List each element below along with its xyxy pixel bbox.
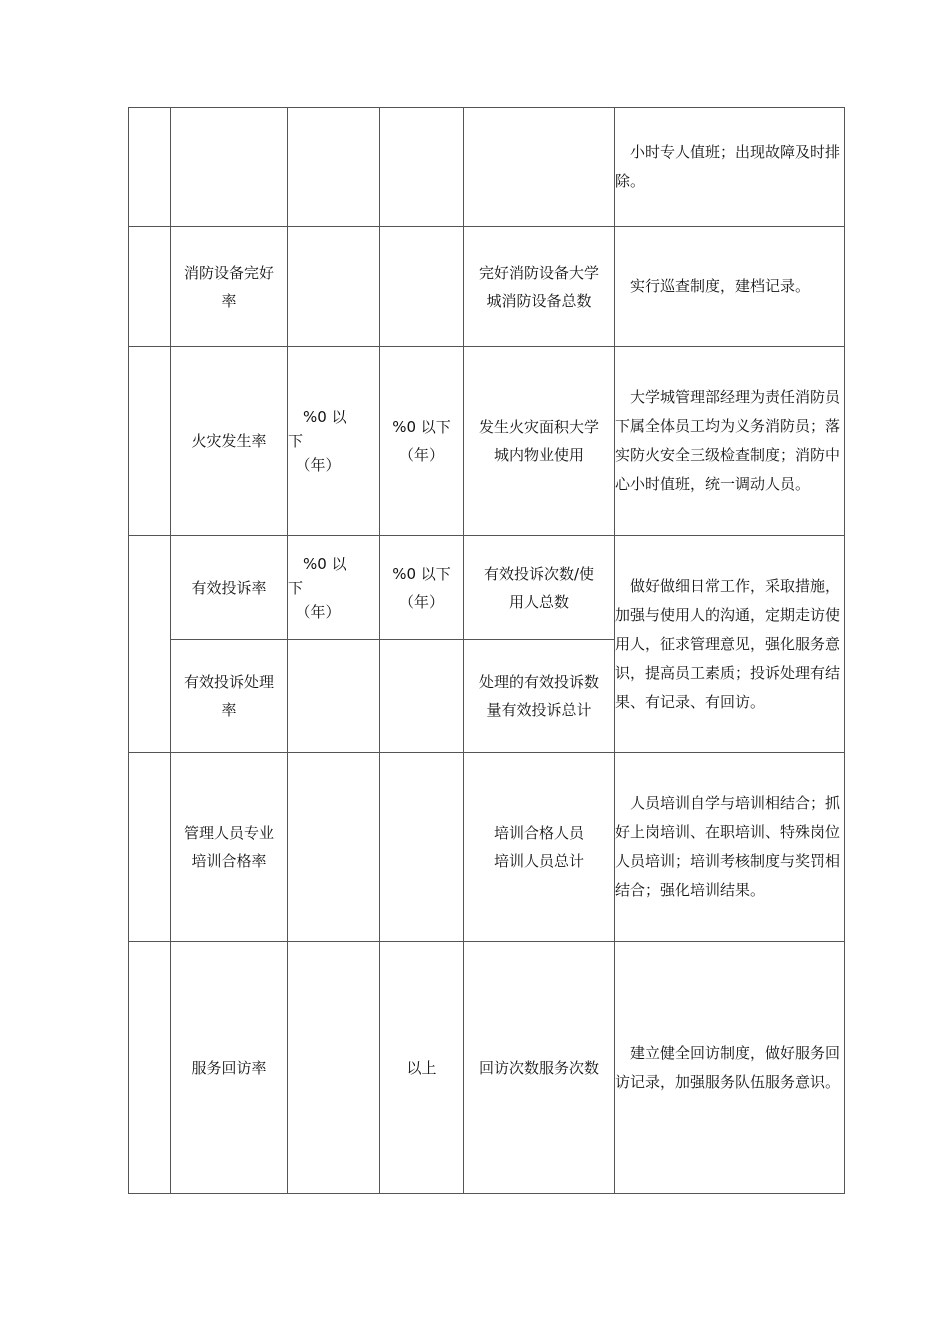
item-cell: 管理人员专业 培训合格率: [171, 753, 288, 942]
target2-cell: 以上: [380, 942, 464, 1194]
index-cell: [129, 536, 171, 753]
target-cell: %0 以 下 （年）: [288, 347, 380, 536]
target2-cell: %0 以下 （年）: [380, 347, 464, 536]
item-cell: 火灾发生率: [171, 347, 288, 536]
index-cell: [129, 753, 171, 942]
target2-cell: [380, 227, 464, 347]
item-cell: 消防设备完好 率: [171, 227, 288, 347]
formula-cell: 回访次数服务次数: [464, 942, 615, 1194]
formula-cell: 完好消防设备大学 城消防设备总数: [464, 227, 615, 347]
index-cell: [129, 108, 171, 227]
item-cell: 有效投诉处理 率: [171, 640, 288, 753]
index-cell: [129, 942, 171, 1194]
formula-cell: [464, 108, 615, 227]
measure-cell: 建立健全回访制度，做好服务回访记录，加强服务队伍服务意识。: [615, 942, 845, 1194]
target-cell: [288, 227, 380, 347]
measure-cell: 做好做细日常工作，采取措施，加强与使用人的沟通，定期走访使用人，征求管理意见，强化服务意识，提高员工素质；投诉处理有结果、有记录、有回访。: [615, 536, 845, 753]
target-cell: [288, 640, 380, 753]
table-row: [129, 753, 845, 942]
measure-cell: 人员培训自学与培训相结合；抓好上岗培训、在职培训、特殊岗位人员培训；培训考核制度与奖罚相结合；强化培训结果。: [615, 753, 845, 942]
measure-cell: 大学城管理部经理为责任消防员下属全体员工均为义务消防员；落实防火安全三级检查制度；消防中心小时值班，统一调动人员。: [615, 347, 845, 536]
target2-cell: %0 以下 （年）: [380, 536, 464, 640]
target2-cell: [380, 108, 464, 227]
measure-cell: 小时专人值班；出现故障及时排除。: [615, 108, 845, 227]
formula-cell: 培训合格人员 培训人员总计: [464, 753, 615, 942]
target2-cell: [380, 640, 464, 753]
table-row: [129, 108, 845, 227]
target-cell: [288, 942, 380, 1194]
index-cell: [129, 347, 171, 536]
item-cell: 有效投诉率: [171, 536, 288, 640]
target2-cell: [380, 753, 464, 942]
measure-cell: 实行巡查制度，建档记录。: [615, 227, 845, 347]
table-row: [129, 536, 845, 640]
formula-cell: 发生火灾面积大学 城内物业使用: [464, 347, 615, 536]
standards-table: [128, 107, 845, 1194]
formula-cell: 有效投诉次数/使 用人总数: [464, 536, 615, 640]
table-row: [129, 347, 845, 536]
table-row: [129, 227, 845, 347]
target-cell: [288, 753, 380, 942]
item-cell: [171, 108, 288, 227]
target-cell: %0 以 下 （年）: [288, 536, 380, 640]
formula-cell: 处理的有效投诉数 量有效投诉总计: [464, 640, 615, 753]
target-cell: [288, 108, 380, 227]
index-cell: [129, 227, 171, 347]
item-cell: 服务回访率: [171, 942, 288, 1194]
table-row: [129, 942, 845, 1194]
